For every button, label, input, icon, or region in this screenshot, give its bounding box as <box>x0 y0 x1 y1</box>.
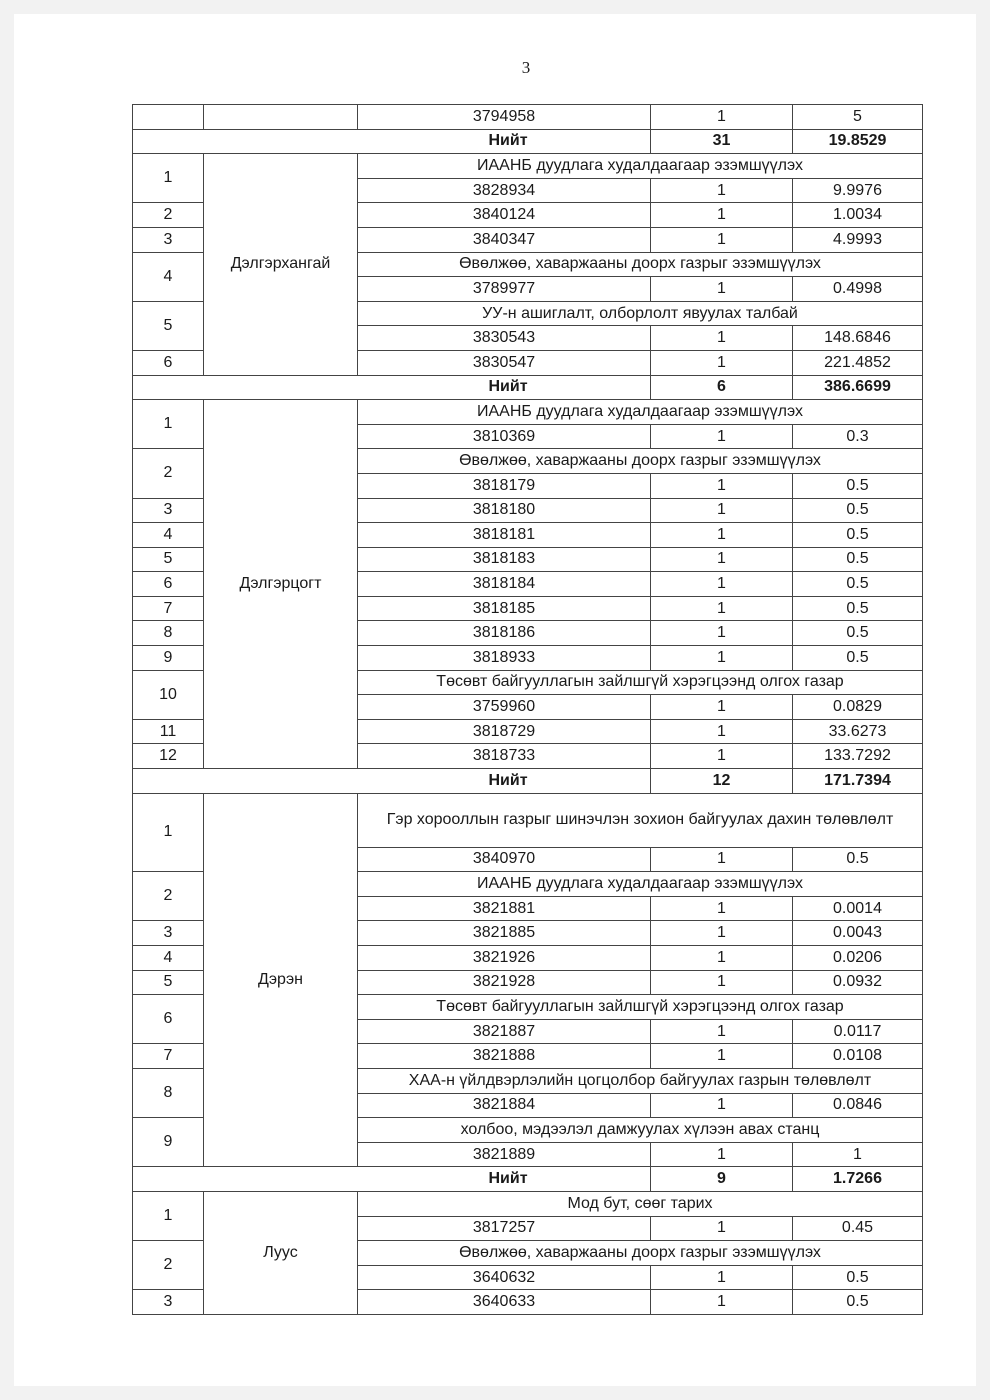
soum-name-cell: Луус <box>204 1191 358 1314</box>
land-use-category-cell: Өвөлжөө, хаваржааны доорх газрыг эзэмшүүлэх <box>358 449 923 474</box>
area-cell: 33.6273 <box>793 719 923 744</box>
soum-cell <box>204 105 358 130</box>
row-number-cell: 1 <box>133 400 204 449</box>
certificate-id-cell: 3821887 <box>358 1019 651 1044</box>
row-number-cell: 4 <box>133 523 204 548</box>
area-cell: 0.5 <box>793 1290 923 1315</box>
row-number-cell: 9 <box>133 646 204 671</box>
certificate-id-cell: 3818185 <box>358 596 651 621</box>
area-cell: 0.0014 <box>793 896 923 921</box>
table-row <box>133 400 923 425</box>
total-area-cell: 1.7266 <box>793 1167 923 1192</box>
count-cell: 1 <box>651 744 793 769</box>
area-cell: 0.0846 <box>793 1093 923 1118</box>
total-count-cell: 12 <box>651 769 793 794</box>
area-cell: 0.5 <box>793 847 923 872</box>
row-number-cell: 3 <box>133 1290 204 1315</box>
table-row <box>133 105 923 130</box>
row-number-cell: 12 <box>133 744 204 769</box>
count-cell: 1 <box>651 1142 793 1167</box>
row-number-cell: 2 <box>133 1241 204 1290</box>
row-number-cell: 2 <box>133 449 204 498</box>
count-cell: 1 <box>651 695 793 720</box>
certificate-id-cell: 3640633 <box>358 1290 651 1315</box>
area-cell: 0.5 <box>793 498 923 523</box>
row-number-cell: 4 <box>133 252 204 301</box>
total-area-cell: 19.8529 <box>793 129 923 154</box>
row-number-cell: 6 <box>133 572 204 597</box>
certificate-id-cell: 3818733 <box>358 744 651 769</box>
land-use-category-cell: Гэр хорооллын газрыг шинэчлэн зохион байгуулах дахин төлөвлөлт <box>358 793 923 847</box>
row-number-cell: 3 <box>133 498 204 523</box>
count-cell: 1 <box>651 596 793 621</box>
area-cell: 5 <box>793 105 923 130</box>
certificate-id-cell: 3830547 <box>358 350 651 375</box>
land-use-category-cell: ИААНБ дуудлага худалдаагаар эзэмшүүлэх <box>358 154 923 179</box>
certificate-id-cell: 3840970 <box>358 847 651 872</box>
area-cell: 0.0206 <box>793 946 923 971</box>
certificate-id-cell: 3830543 <box>358 326 651 351</box>
certificate-id-cell: 3821884 <box>358 1093 651 1118</box>
row-number-cell: 6 <box>133 350 204 375</box>
certificate-id-cell: 3818933 <box>358 646 651 671</box>
count-cell: 1 <box>651 547 793 572</box>
total-count-cell: 31 <box>651 129 793 154</box>
total-area-cell: 386.6699 <box>793 375 923 400</box>
certificate-id-cell: 3818180 <box>358 498 651 523</box>
count-cell: 1 <box>651 946 793 971</box>
total-row <box>133 769 923 794</box>
area-cell: 0.45 <box>793 1216 923 1241</box>
land-use-category-cell: ХАА-н үйлдвэрлэлийн цогцолбор байгуулах газрын төлөвлөлт <box>358 1068 923 1093</box>
total-row <box>133 129 923 154</box>
area-cell: 148.6846 <box>793 326 923 351</box>
soum-name-cell: Дэрэн <box>204 793 358 1167</box>
soum-name-cell: Дэлгэрцогт <box>204 400 358 769</box>
count-cell: 1 <box>651 178 793 203</box>
total-area-cell: 171.7394 <box>793 769 923 794</box>
count-cell: 1 <box>651 1019 793 1044</box>
certificate-id-cell: 3810369 <box>358 424 651 449</box>
certificate-id-cell: 3817257 <box>358 1216 651 1241</box>
table-row <box>133 1191 923 1216</box>
count-cell: 1 <box>651 572 793 597</box>
row-number-cell: 1 <box>133 154 204 203</box>
total-row <box>133 375 923 400</box>
area-cell: 0.5 <box>793 621 923 646</box>
count-cell: 1 <box>651 424 793 449</box>
land-use-category-cell: Мод бут, сөөг тарих <box>358 1191 923 1216</box>
count-cell: 1 <box>651 350 793 375</box>
row-number-cell: 1 <box>133 793 204 872</box>
total-label-cell: Нийт <box>133 375 651 400</box>
land-use-category-cell: ИААНБ дуудлага худалдаагаар эзэмшүүлэх <box>358 400 923 425</box>
row-number-cell <box>133 105 204 130</box>
count-cell: 1 <box>651 970 793 995</box>
area-cell: 0.0932 <box>793 970 923 995</box>
table-row <box>133 793 923 847</box>
page-number: 3 <box>521 58 531 77</box>
count-cell: 1 <box>651 621 793 646</box>
area-cell: 9.9976 <box>793 178 923 203</box>
row-number-cell: 8 <box>133 621 204 646</box>
count-cell: 1 <box>651 1265 793 1290</box>
area-cell: 0.3 <box>793 424 923 449</box>
area-cell: 0.0117 <box>793 1019 923 1044</box>
certificate-id-cell: 3759960 <box>358 695 651 720</box>
certificate-id-cell: 3828934 <box>358 178 651 203</box>
certificate-id-cell: 3840124 <box>358 203 651 228</box>
certificate-id-cell: 3821881 <box>358 896 651 921</box>
count-cell: 1 <box>651 326 793 351</box>
soum-name-cell: Дэлгэрхангай <box>204 154 358 375</box>
row-number-cell: 2 <box>133 203 204 228</box>
row-number-cell: 4 <box>133 946 204 971</box>
row-number-cell: 8 <box>133 1068 204 1117</box>
row-number-cell: 6 <box>133 995 204 1044</box>
count-cell: 1 <box>651 277 793 302</box>
row-number-cell: 3 <box>133 227 204 252</box>
count-cell: 1 <box>651 523 793 548</box>
row-number-cell: 5 <box>133 301 204 350</box>
total-count-cell: 9 <box>651 1167 793 1192</box>
table-row <box>133 154 923 179</box>
certificate-id-cell: 3818184 <box>358 572 651 597</box>
total-label-cell: Нийт <box>133 769 651 794</box>
land-use-category-cell: Төсөвт байгууллагын зайлшгүй хэрэгцээнд олгох газар <box>358 995 923 1020</box>
count-cell: 1 <box>651 227 793 252</box>
certificate-id-cell: 3818729 <box>358 719 651 744</box>
certificate-id-cell: 3818181 <box>358 523 651 548</box>
certificate-id-cell: 3818179 <box>358 473 651 498</box>
area-cell: 0.0043 <box>793 921 923 946</box>
count-cell: 1 <box>651 847 793 872</box>
certificate-id-cell: 3821889 <box>358 1142 651 1167</box>
area-cell: 0.5 <box>793 596 923 621</box>
area-cell: 221.4852 <box>793 350 923 375</box>
row-number-cell: 7 <box>133 1044 204 1069</box>
count-cell: 1 <box>651 921 793 946</box>
certificate-id-cell: 3794958 <box>358 105 651 130</box>
count-cell: 1 <box>651 646 793 671</box>
row-number-cell: 7 <box>133 596 204 621</box>
count-cell: 1 <box>651 473 793 498</box>
row-number-cell: 2 <box>133 872 204 921</box>
certificate-id-cell: 3818186 <box>358 621 651 646</box>
row-number-cell: 9 <box>133 1118 204 1167</box>
certificate-id-cell: 3818183 <box>358 547 651 572</box>
area-cell: 0.5 <box>793 473 923 498</box>
area-cell: 133.7292 <box>793 744 923 769</box>
count-cell: 1 <box>651 1216 793 1241</box>
area-cell: 0.0108 <box>793 1044 923 1069</box>
land-use-category-cell: УУ-н ашиглалт, олборлолт явуулах талбай <box>358 301 923 326</box>
count-cell: 1 <box>651 1093 793 1118</box>
certificate-id-cell: 3821928 <box>358 970 651 995</box>
land-use-category-cell: Өвөлжөө, хаваржааны доорх газрыг эзэмшүүлэх <box>358 252 923 277</box>
certificate-id-cell: 3789977 <box>358 277 651 302</box>
count-cell: 1 <box>651 105 793 130</box>
row-number-cell: 11 <box>133 719 204 744</box>
area-cell: 0.0829 <box>793 695 923 720</box>
area-cell: 4.9993 <box>793 227 923 252</box>
certificate-id-cell: 3640632 <box>358 1265 651 1290</box>
area-cell: 0.4998 <box>793 277 923 302</box>
row-number-cell: 5 <box>133 547 204 572</box>
land-use-category-cell: Төсөвт байгууллагын зайлшгүй хэрэгцээнд олгох газар <box>358 670 923 695</box>
certificate-id-cell: 3840347 <box>358 227 651 252</box>
land-use-category-cell: Өвөлжөө, хаваржааны доорх газрыг эзэмшүүлэх <box>358 1241 923 1266</box>
certificate-id-cell: 3821888 <box>358 1044 651 1069</box>
count-cell: 1 <box>651 719 793 744</box>
area-cell: 0.5 <box>793 572 923 597</box>
count-cell: 1 <box>651 498 793 523</box>
land-use-category-cell: холбоо, мэдээлэл дамжуулах хүлээн авах станц <box>358 1118 923 1143</box>
land-use-category-cell: ИААНБ дуудлага худалдаагаар эзэмшүүлэх <box>358 872 923 897</box>
area-cell: 0.5 <box>793 547 923 572</box>
certificate-id-cell: 3821926 <box>358 946 651 971</box>
count-cell: 1 <box>651 1290 793 1315</box>
row-number-cell: 3 <box>133 921 204 946</box>
row-number-cell: 5 <box>133 970 204 995</box>
area-cell: 1.0034 <box>793 203 923 228</box>
area-cell: 0.5 <box>793 1265 923 1290</box>
land-allocation-table <box>132 104 923 1315</box>
certificate-id-cell: 3821885 <box>358 921 651 946</box>
count-cell: 1 <box>651 896 793 921</box>
row-number-cell: 10 <box>133 670 204 719</box>
area-cell: 1 <box>793 1142 923 1167</box>
area-cell: 0.5 <box>793 523 923 548</box>
row-number-cell: 1 <box>133 1191 204 1240</box>
total-count-cell: 6 <box>651 375 793 400</box>
total-label-cell: Нийт <box>133 1167 651 1192</box>
count-cell: 1 <box>651 1044 793 1069</box>
total-row <box>133 1167 923 1192</box>
area-cell: 0.5 <box>793 646 923 671</box>
total-label-cell: Нийт <box>133 129 651 154</box>
count-cell: 1 <box>651 203 793 228</box>
